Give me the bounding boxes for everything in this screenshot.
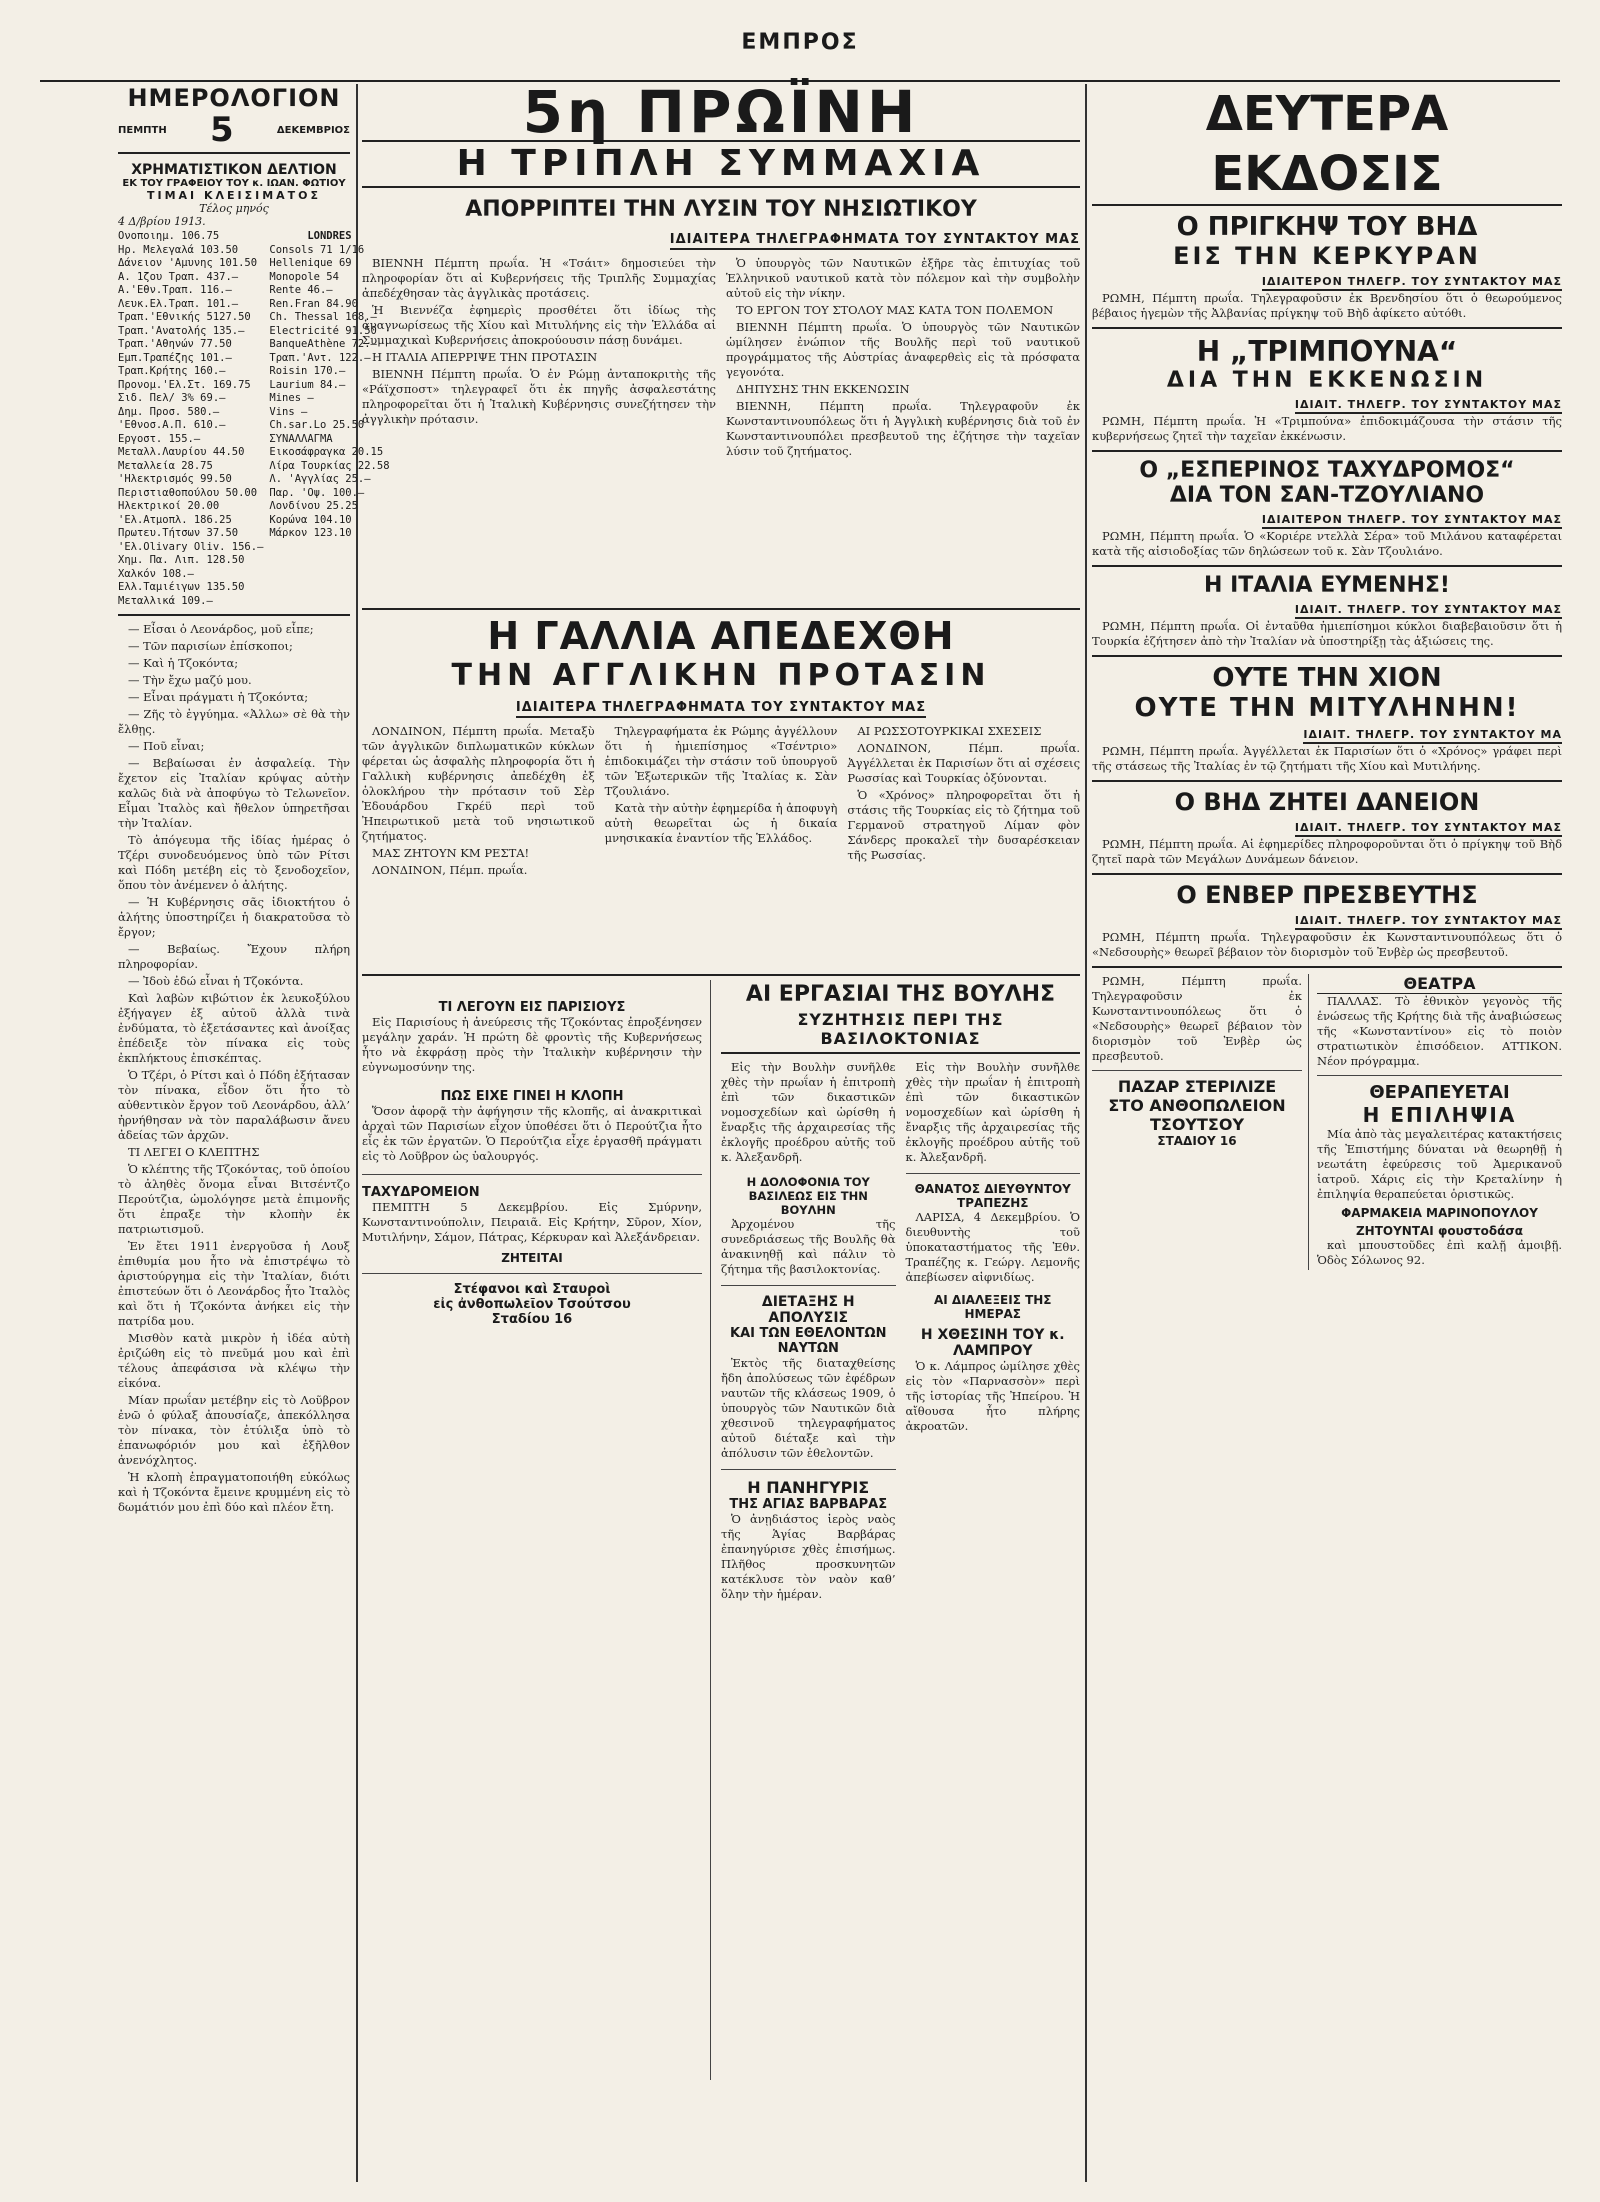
exchange-row: Roisin 170.—: [269, 365, 346, 377]
r-tel7: ΙΔΙΑΙΤ. ΤΗΛΕΓΡ. ΤΟΥ ΣΥΝΤΑΚΤΟΥ ΜΑΣ: [1295, 914, 1562, 930]
cure-body: Μία ἀπὸ τὰς μεγαλειτέρας κατακτήσεις τῆς Ἐπιστήμης δύναται νὰ θεωρηθῇ ἡ νεωτάτη ἐφεύρεσις τοῦ Ἀμερικανοῦ ἰατροῦ. Χάρις εἰς τὴν Κρεταλίνην ἡ ἐπιληψία θεραπεύεται ὁριστικῶς.: [1317, 1127, 1562, 1201]
exchange-row: Electricité 91.50: [269, 324, 377, 337]
r-tel1: ΙΔΙΑΙΤΕΡΟΝ ΤΗΛΕΓΡ. ΤΟΥ ΣΥΝΤΑΚΤΟΥ ΜΑΣ: [1262, 275, 1562, 291]
theft-title: ΠΩΣ ΕΙΧΕ ΓΙΝΕΙ Η ΚΛΟΠΗ: [440, 1089, 624, 1104]
exchange-row: Ηρ. Μελεγαλά 103.50: [118, 243, 239, 256]
exchange-row: Monopole 54: [269, 270, 339, 283]
exchange-row: Σιδ. Πελ/ 3% 69.—: [118, 392, 226, 404]
theatre-column: [1317, 974, 1562, 1270]
r-h6: Ο ΒΗΔ ΖΗΤΕΙ ΔΑΝΕΙΟΝ: [1174, 788, 1480, 816]
gallia-telegrams-line: [362, 696, 1080, 718]
paragraph: Τὸ ἀπόγευμα τῆς ἰδίας ἡμέρας ὁ Τζέρι συνοδευόμενος ὑπὸ τῶν Ρίτσι καὶ Πόδη μετέβη εἰς τὸ ξενοδοχεῖον, ὅπου τὸν ἀνέμενεν ὁ ἀλήτης.: [118, 833, 350, 892]
divider: [1092, 966, 1562, 968]
paragraph: Η ΙΤΑΛΙΑ ΑΠΕΡΡΙΨΕ ΤΗΝ ΠΡΟΤΑΣΙΝ: [372, 350, 598, 364]
exchange-left: [118, 230, 263, 608]
r-h5: ΟΥΤΕ ΤΗΝ ΧΙΟΝ: [1212, 663, 1442, 693]
paragraph: — Εἶναι πράγματι ἡ Τζοκόντα;: [128, 690, 309, 704]
r-body7: ΡΩΜΗ, Πέμπτη πρωΐα. Τηλεγραφοῦσιν ἐκ Κωνσταντινουπόλεως ὅτι ὁ «Νεδσουρὴς» θεωρεῖ βέβαιον τὸν διορισμὸν τοῦ Ἐνβὲρ ὡς πρεσβευτοῦ.: [1092, 930, 1562, 959]
exchange-row: Laurium 84.—: [269, 378, 346, 391]
divider: [1092, 450, 1562, 452]
story-column-b: [726, 256, 1080, 604]
exchange-row: Ελλ.Ταμιέιγων 135.50: [118, 581, 245, 593]
paragraph: — Τῶν παρισίων ἐπίσκοποι;: [128, 639, 293, 653]
exchange-row: ΣΥΝΑΛΛΑΓΜΑ: [269, 432, 333, 445]
gallia-column-c: [847, 724, 1080, 970]
paragraph: Τηλεγραφήματα ἐκ Ρώμης ἀγγέλλουν ὅτι ἡ ἡμιεπίσημος «Τσέντριο» ἐπιδοκιμάζει τὴν στάσιν τοῦ ὑπουργοῦ τῶν Ἐξωτερικῶν τῆς Ἰταλίας κ. Σὰν Τζουλιάνο.: [604, 724, 838, 798]
paragraph: ΤΟ ΕΡΓΟΝ ΤΟΥ ΣΤΟΛΟΥ ΜΑΣ ΚΑΤΑ ΤΟΝ ΠΟΛΕΜΟΝ: [736, 303, 1054, 317]
paragraph: ΒΙΕΝΝΗ Πέμπτη πρωΐα. Ὁ ὑπουργὸς τῶν Ναυτικῶν ὡμίλησεν ἐνώπιον τῆς Βουλῆς περὶ τοῦ ναυτικοῦ προγράμματος τῆς Αὐστρίας ἀναφερθεὶς εἰς τὰ πρόσφατα γεγονότα.: [726, 320, 1080, 379]
ad-line-2: εἰς ἀνθοπωλεῖον Τσούτσου: [433, 1297, 631, 1312]
parliament-body: Εἰς τὴν Βουλὴν συνῆλθε χθὲς τὴν πρωΐαν ἡ ἐπιτροπὴ ἐπὶ τῶν δικαστικῶν νομοσχεδίων καὶ ὡρίσθη ἡ ἔναρξις τῆς ἀρχαιρεσίας τῆς ἐκλογῆς προέδρου αὐτῆς τοῦ κ. Ἀλεξανδρῆ.: [721, 1060, 896, 1164]
theatre-body: ΠΑΛΛΑΣ. Τὸ ἐθνικὸν γεγονὸς τῆς ἑνώσεως τῆς Κρήτης διὰ τῆς ἀναβιώσεως τῆς «Κωνσταντίνου» εἰς τὸ ποιὸν στρατιωτικὸν ἐπισόδειον. ΑΤΤΙΚΟΝ. Νέον πρόγραμμα.: [1317, 994, 1562, 1068]
r-body4: ΡΩΜΗ, Πέμπτη πρωΐα. Οἱ ἐνταῦθα ἡμιεπίσημοι κύκλοι διαβεβαιοῦσιν ὅτι ἡ Τουρκία ἐζήτησεν ἀπὸ τὴν Ἰταλίαν νὰ ὑποστηρίξῃ τὰς ἀξιώσεις της.: [1092, 619, 1562, 648]
feast-body: Ὁ ἀνῃδιάστος ἱερὸς ναὸς τῆς Ἁγίας Βαρβάρας ἐπανηγύρισε χθὲς ἐπισήμως. Πλῆθος προσκυνητῶν κατέκλυσε τὸν ναὸν καθ’ ὅλην τὴν ἡμέραν.: [721, 1512, 896, 1601]
navy-title: ΔΙΕΤΑΞΗΣ Η ΑΠΟΛΥΣΙΣ: [761, 1294, 855, 1326]
exchange-closing: ΤΙΜΑΙ ΚΛΕΙΣΙΜΑΤΟΣ: [146, 189, 322, 202]
divider: [362, 974, 1080, 976]
paragraph: Κατὰ τὴν αὐτὴν ἐφημερίδα ἡ ἀποφυγὴ αὐτὴ θεωρεῖται ὡς ἡ δικαία μνησικακία ἐναντίον τῆς Ἑλλάδος.: [604, 801, 838, 845]
divider: [118, 152, 350, 154]
paragraph: — Βεβαίωσαι ἐν ἀσφαλείᾳ. Τὴν ἔχετον εἰς Ἰταλίαν κρύψας αὐτὴν καλῶς διὰ νὰ ἀποφύγω τὸ Τελωνεῖον. Εἶμαι Ἰταλὸς καὶ ἤθελον ὑπηρετῆσαι τὴν Ἰταλίαν.: [118, 756, 350, 830]
bazaar-3: ΤΣΟΥΤΣΟΥ: [1149, 1115, 1245, 1134]
exchange-row: Consols 71 1/16: [269, 243, 365, 256]
bazaar-column: [1092, 974, 1309, 1270]
exchange-row: 'Εθνοσ.Α.Π. 610.—: [118, 419, 226, 431]
paragraph: ΜΑΣ ΖΗΤΟΥΝ ΚΜ ΡΕΣΤΑ!: [372, 846, 530, 860]
feast-title: Η ΠΑΝΗΓΥΡΙΣ: [747, 1478, 870, 1497]
r-h3: Ο „ΕΣΠΕΡΙΝΟΣ ΤΑΧΥΔΡΟΜΟΣ“: [1139, 458, 1515, 483]
exchange-row: Μεταλλικά 109.—: [118, 594, 213, 607]
london-label: LONDRES: [307, 230, 352, 242]
exchange-row: Χημ. Πα. Λιπ. 128.50: [118, 554, 245, 566]
main-headline: Η ΤΡΙΠΛΗ ΣΥΜΜΑΧΙΑ: [362, 140, 1080, 188]
theft-body: [362, 1104, 702, 1164]
exchange-row: Ονοποιημ. 106.75: [118, 230, 220, 242]
right-column: [1092, 84, 1562, 2182]
kicker: 5η ΠΡΩΪΝΗ: [522, 78, 920, 146]
kicker-row: [362, 78, 1080, 146]
paris-text: Εἰς Παρισίους ἡ ἀνεύρεσις τῆς Τζοκόντας ἐπροξένησεν μεγάλην χαράν. Ἡ πρώτη δὲ φροντὶς τῆς Κυβερνήσεως ἦτο νὰ ἐκφράσῃ πρὸς τὴν Ἰταλικὴν κυβέρνησιν τὴν εὐγνωμοσύνην της.: [362, 1015, 702, 1074]
exchange-row: 'Ελ.Olivary Oliv. 156.—: [118, 540, 264, 553]
exchange-row: Ch.sar.Lo 25.50: [269, 419, 365, 431]
paragraph: Μίαν πρωΐαν μετέβην εἰς τὸ Λοῦβρον ἐνῶ ὁ φύλαξ ἀπουσίαζε, ἀπεκόλλησα τὸν πίνακα, τὸν ἐτύλιξα ὑπὸ τὸ ἐπανωφόριόν μου καὶ ἐξῆλθον ἀνενόχλητος.: [118, 1393, 350, 1467]
lecture-title: Η ΧΘΕΣΙΝΗ ΤΟΥ κ. ΛΑΜΠΡΟΥ: [920, 1327, 1065, 1359]
exchange-row: Vins —: [269, 405, 308, 418]
calendar-date: [118, 112, 350, 148]
gallia-column-b: [605, 724, 838, 970]
r-body3: ΡΩΜΗ, Πέμπτη πρωΐα. Ὁ «Κοριέρε ντελλὰ Σέρα» τοῦ Μιλάνου καταφέρεται κατὰ τῆς αἰσιοδοξίας τῶν δηλώσεων τοῦ κ. Σὰν Τζουλιάνο.: [1092, 529, 1562, 558]
gallia-subhead: ΤΗΝ ΑΓΓΛΙΚΗΝ ΠΡΟΤΑΣΙΝ: [451, 658, 991, 693]
calendar-month: ΔΕΚΕΜΒΡΙΟΣ: [276, 124, 350, 136]
exchange-row: Hellenique 69: [269, 257, 352, 269]
exchange-row: Περιστιαθοπούλου 50.00: [118, 486, 258, 499]
lower-center: [362, 980, 1080, 2080]
r-body7-cont: ΡΩΜΗ, Πέμπτη πρωΐα. Τηλεγραφοῦσιν ἐκ Κωνσταντινουπόλεως ὅτι ὁ «Νεδσουρὴς» θεωρεῖ βέβαιον τὸν διορισμὸν τοῦ Ἐνβὲρ ὡς πρεσβευτοῦ.: [1092, 974, 1302, 1063]
r-tel5: ΙΔΙΑΙΤ. ΤΗΛΕΓΡ. ΤΟΥ ΣΥΝΤΑΚΤΟΥ ΜΑ: [1303, 728, 1562, 744]
exchange-row: Τραπ.'Αθηνών 77.50: [118, 338, 232, 350]
r-h3b: ΔΙΑ ΤΟΝ ΣΑΝ-ΤΖΟΥΛΙΑΝΟ: [1169, 483, 1485, 508]
r-tel3: ΙΔΙΑΙΤΕΡΟΝ ΤΗΛΕΓΡ. ΤΟΥ ΣΥΝΤΑΚΤΟΥ ΜΑΣ: [1262, 513, 1562, 529]
paragraph: ΤΙ ΛΕΓΕΙ Ο ΚΛΕΠΤΗΣ: [128, 1145, 260, 1159]
exchange-row: Mines —: [269, 392, 314, 404]
paragraph: ΒΙΕΝΝΗ, Πέμπτη πρωΐα. Τηλεγραφοῦν ἐκ Κωνσταντινουπόλεως ὅτι ἡ Ἀγγλικὴ κυβέρνησις διὰ τοῦ ἐν Κωνσταντινουπόλει πρεσβευτοῦ της ἐζήτησε τὴν ταχεῖαν λύσιν τοῦ ζητήματος.: [726, 399, 1080, 458]
exchange-table: [118, 230, 390, 608]
telegrams-line: [362, 228, 1080, 250]
calendar-title: ΗΜΕΡΟΛΟΓΙΟΝ: [127, 84, 341, 112]
exchange-row: 'Ηλεκτρισμός 99.50: [118, 473, 232, 485]
lecture-body: Ὁ κ. Λάμπρος ὡμίλησε χθὲς εἰς τὸν «Παρνασσὸν» περὶ τῆς ἱστορίας τῆς Ἠπείρου. Ἡ αἴθουσα ἦτο πλήρης ἀκροατῶν.: [905, 1359, 1080, 1433]
r-tel4: ΙΔΙΑΙΤ. ΤΗΛΕΓΡ. ΤΟΥ ΣΥΝΤΑΚΤΟΥ ΜΑΣ: [1295, 603, 1562, 619]
exchange-row: Λ. 'Αγγλίας 25.—: [269, 473, 371, 485]
r-tel2: ΙΔΙΑΙΤ. ΤΗΛΕΓΡ. ΤΟΥ ΣΥΝΤΑΚΤΟΥ ΜΑΣ: [1295, 398, 1562, 414]
r-body2: ΡΩΜΗ, Πέμπτη πρωΐα. Ἡ «Τριμπούνα» ἐπιδοκιμάζουσα τὴν στάσιν τῆς κυβερνήσεως ζητεῖ τὴν ταχεῖαν ἐκκένωσιν.: [1092, 414, 1562, 443]
exchange-row: Μάρκον 123.10: [269, 527, 352, 539]
ad-line-3: Σταδίου 16: [491, 1312, 573, 1327]
paragraph: ΛΟΝΔΙΝΟΝ, Πέμπτη πρωΐα. Μεταξὺ τῶν ἀγγλικῶν διπλωματικῶν κύκλων φέρεται ὡς ἀσφαλὴς πληροφορία ὅτι ἡ Γαλλικὴ κυβέρνησις ἀπεδέχθη ἐξ ὁλοκλήρου τὴν πρότασιν τοῦ Σὲρ Ἐδουάρδου Γκρέϋ περὶ τοῦ Ἠπειρωτικοῦ μετὰ τοῦ νησιωτικοῦ ζητήματος.: [362, 724, 595, 843]
r-h1: Ο ΠΡΙΓΚΗΨ ΤΟΥ ΒΗΔ: [1176, 212, 1478, 242]
exchange-date: 4 Δ/βρίου 1913.: [118, 215, 206, 228]
r-h4: Η ΙΤΑΛΙΑ ΕΥΜΕΝΗΣ!: [1204, 573, 1450, 598]
gallia-column-a: [362, 724, 595, 970]
paragraph: ΛΟΝΔΙΝΟΝ, Πέμπ. πρωΐα. Ἀγγέλλεται ἐκ Παρισίων ὅτι αἱ σχέσεις Ρωσσίας καὶ Τουρκίας ὀξύνονται.: [847, 741, 1081, 785]
exchange-row: Ηλεκτρικοί 20.00: [118, 500, 220, 512]
parliament-col-a: [721, 1060, 896, 1604]
paragraph: Μισθὸν κατὰ μικρὸν ἡ ἰδέα αὐτὴ ἐριζώθη εἰς τὸ πνεῦμά μου καὶ ἐπὶ τέλους ἀπεφάσισα νὰ κλέψω τὴν εἰκόνα.: [118, 1331, 350, 1390]
gallia-body: [362, 724, 1080, 970]
exchange-row: Παρ. 'Οψ. 100.—: [269, 486, 365, 499]
right-lower: [1092, 974, 1562, 1270]
exchange-row: Rente 46.—: [269, 284, 333, 296]
parliament-body-cont: Εἰς τὴν Βουλὴν συνῆλθε χθὲς τὴν πρωΐαν ἡ ἐπιτροπὴ ἐπὶ τῶν δικαστικῶν νομοσχεδίων καὶ ὡρίσθη ἡ ἔναρξις τῆς ἀρχαιρεσίας τῆς ἐκλογῆς προέδρου αὐτῆς τοῦ κ. Ἀλεξανδρῆ.: [905, 1060, 1080, 1164]
r-h5b: ΟΥΤΕ ΤΗΝ ΜΙΤΥΛΗΝΗΝ!: [1134, 693, 1520, 723]
second-edition: ΔΕΥΤΕΡΑ ΕΚΔΟΣΙΣ: [1092, 84, 1562, 206]
cure-sub: Η ΕΠΙΛΗΨΙΑ: [1362, 1103, 1517, 1127]
feast-sub: ΤΗΣ ΑΓΙΑΣ ΒΑΡΒΑΡΑΣ: [729, 1497, 888, 1512]
dialogue-article: [118, 622, 350, 1515]
death-body: ΛΑΡΙΣΑ, 4 Δεκεμβρίου. Ὁ διευθυντὴς τοῦ ὑποκαταστήματος τῆς Ἐθν. Τραπέζης κ. Γεώργ. Λεμονῆς ἀπεβίωσεν αἰφνιδίως.: [905, 1210, 1080, 1284]
center-columns: [362, 78, 1081, 2182]
exchange-row: Λευκ.Ελ.Τραπ. 101.—: [118, 297, 239, 310]
paragraph: ΒΙΕΝΝΗ Πέμπτη πρωΐα. Ὁ ἐν Ρώμῃ ἀνταποκριτὴς τῆς «Ράϊχσποστ» τηλεγραφεῖ ὅτι ἐκ πηγῆς ἀσφαλεστάτης πληροφορεῖται ὅτι ἡ Ἰταλικὴ Κυβέρνησις συνεζήτησεν τὴν ἀγγλικὴν πρότασιν.: [362, 367, 716, 426]
divider: [1092, 565, 1562, 567]
pharmacy: ΦΑΡΜΑΚΕΙΑ ΜΑΡΙΝΟΠΟΥΛΟΥ: [1341, 1206, 1538, 1220]
parliament-title: ΑΙ ΕΡΓΑΣΙΑΙ ΤΗΣ ΒΟΥΛΗΣ: [745, 982, 1056, 1007]
parliament-col-b: [906, 1060, 1081, 1604]
exchange-row: Ren.Fran 84.90: [269, 297, 358, 310]
paragraph: — Ἡ Κυβέρνησις σᾶς ἰδιοκτήτου ὁ ἀλήτης ὑποστηρίζει ἡ διακρατοῦσα τὸ ἔργον;: [118, 895, 350, 939]
parliament-cols: [721, 1060, 1080, 1604]
exchange-row: Μεταλλ.Λαυρίου 44.50: [118, 446, 245, 458]
mail-body: [362, 1200, 702, 1245]
paragraph: Ὁ κλέπτης τῆς Τζοκόντας, τοῦ ὁποίου τὸ ἀληθὲς ὄνομα εἶναι Βιτσέντζο Περούτζια, ὡμολόγησε μετὰ ἐπιμονῆς ὅτι ἐπραξε τὴν κλοπὴν ἐκ πατριωτισμοῦ.: [118, 1162, 350, 1236]
exchange-row: Α. 1ζου Τραπ. 437.—: [118, 270, 239, 283]
calendar-day: 5: [209, 110, 234, 150]
lower-right: [721, 980, 1080, 2080]
column-rule: [1085, 84, 1087, 2182]
exchange-row: Προνομ.'Ελ.Στ. 169.75: [118, 378, 251, 391]
paragraph: Ὁ «Χρόνος» πληροφορεῖται ὅτι ἡ στάσις τῆς Τουρκίας εἰς τὸ ζήτημα τοῦ Γερμανοῦ στρατηγοῦ Λίμαν φὸν Σάνδερς προκαλεῖ τὴν δυσαρέσκειαν τῆς Ρωσσίας.: [847, 788, 1081, 862]
divider: [1092, 780, 1562, 782]
paragraph: — Τὴν ἔχω μαζύ μου.: [128, 673, 252, 687]
wanted-label: ΖΗΤΕΙΤΑΙ: [501, 1251, 563, 1265]
exchange-row: Εικοσάφραγκα 20.15: [269, 446, 384, 458]
paris-body: [362, 1015, 702, 1075]
r-body1: ΡΩΜΗ, Πέμπτη πρωΐα. Τηλεγραφοῦσιν ἐκ Βρενδησίου ὅτι ὁ θεωρούμενος βέβαιος ἡγεμὼν τῆς Ἀλβανίας πρίγκηψ τοῦ Βὴδ ἀφίκετο αὐτόθι.: [1092, 291, 1562, 320]
divider: [362, 1174, 702, 1175]
navy-sub: ΚΑΙ ΤΩΝ ΕΘΕΛΟΝΤΩΝ ΝΑΥΤΩΝ: [730, 1326, 887, 1356]
parliament-sub: ΣΥΖΗΤΗΣΙΣ ΠΕΡΙ ΤΗΣ ΒΑΣΙΛΟΚΤΟΝΙΑΣ: [721, 1010, 1080, 1054]
paragraph: — Εἶσαι ὁ Λεονάρδος, μοῦ εἶπε;: [128, 622, 314, 636]
mail-text: ΠΕΜΠΤΗ 5 Δεκεμβρίου. Εἰς Σμύρνην, Κωνσταντινούπολιν, Πειραιᾶ. Εἰς Κρήτην, Σῦρον, Χίον, Μυτιλήνην, Σάμον, Πάτρας, Κέρκυραν καὶ Ἀλεξάνδρειαν.: [362, 1200, 702, 1244]
divider: [1092, 655, 1562, 657]
gallia-telegrams: ΙΔΙΑΙΤΕΡΑ ΤΗΛΕΓΡΑΦΗΜΑΤΑ ΤΟΥ ΣΥΝΤΑΚΤΟΥ ΜΑΣ: [516, 700, 926, 718]
paragraph: ΔΗΠΥΣΗΣ ΤΗΝ ΕΚΚΕΝΩΣΙΝ: [736, 382, 910, 396]
divider: [362, 608, 1080, 610]
paragraph: — Ἰδοὺ ἐδώ εἶναι ἡ Τζοκόντα.: [128, 974, 304, 988]
lectures-title: ΑΙ ΔΙΑΛΕΞΕΙΣ ΤΗΣ ΗΜΕΡΑΣ: [934, 1293, 1052, 1321]
lower-left: [362, 980, 711, 2080]
paragraph: — Καὶ ἡ Τζοκόντα;: [128, 656, 239, 670]
paragraph: Καὶ λαβὼν κιβώτιον ἐκ λευκοξύλου ἐξήγαγεν ἐξ αὐτοῦ ἀλλὰ τινὰ ἐνδύματα, τὸ ἐξετάσαντες καὶ ἀνοίξας ἐπέδειξε τὸν πίνακα εἰς τοὺς ἐκπλήκτους ἐπισκέπτας.: [118, 991, 350, 1065]
calendar-weekday: ΠΕΜΠΤΗ: [118, 124, 167, 136]
r-h2: Η „ΤΡΙΜΠΟΥΝΑ“: [1196, 335, 1458, 368]
paragraph: — Βεβαίως. Ἔχουν πλήρη πληροφορίαν.: [118, 942, 350, 971]
paragraph: — Ποῦ εἶναι;: [128, 739, 205, 753]
newspaper-title: ΕΜΠΡΟΣ: [741, 30, 859, 55]
top-story-body: [362, 256, 1080, 604]
paragraph: Ἡ Βιεννέζα ἐφημερὶς προσθέτει ὅτι ἰδίως τὴς ἀναγνωρίσεως τῆς Χίου καὶ Μιτυλήνης εἰς τὴν Ἑλλάδα αἱ Συμμαχικαὶ Κυβερνήσεις ἀποκρούουσιν πάσῃ δυνάμει.: [362, 303, 716, 347]
cure-title: ΘΕΡΑΠΕΥΕΤΑΙ: [1369, 1082, 1510, 1103]
wanted2: ΖΗΤΟΥΝΤΑΙ φουστοδάσα: [1355, 1224, 1524, 1238]
exchange-row: Α.'Εθν.Τραπ. 116.—: [118, 284, 232, 296]
mail-title: ΤΑΧΥΔΡΟΜΕΙΟΝ: [362, 1185, 480, 1200]
r-body5: ΡΩΜΗ, Πέμπτη πρωΐα. Ἀγγέλλεται ἐκ Παρισίων ὅτι ὁ «Χρόνος» γράφει περὶ τῆς στάσεως τῆς Ἰταλίας ἐν τῷ ζητήματι τῆς Χίου καὶ Μυτιλήνης.: [1092, 744, 1562, 773]
exchange-row: Τραπ.'Εθνικής 5127.50: [118, 311, 251, 323]
telegrams-label: ΙΔΙΑΙΤΕΡΑ ΤΗΛΕΓΡΑΦΗΜΑΤΑ ΤΟΥ ΣΥΝΤΑΚΤΟΥ ΜΑΣ: [670, 232, 1080, 250]
paragraph: ΛΟΝΔΙΝΟΝ, Πέμπ. πρωΐα.: [372, 863, 528, 877]
divider: [721, 1285, 896, 1286]
exchange-row: Δημ. Προσ. 580.—: [118, 405, 220, 418]
exchange-row: Λονδίνου 25.25: [269, 500, 358, 512]
theatre-title: ΘΕΑΤΡΑ: [1317, 974, 1562, 994]
exchange-row: Τραπ.'Αντ. 122.—: [269, 351, 371, 364]
r-tel6: ΙΔΙΑΙΤ. ΤΗΛΕΓΡ. ΤΟΥ ΣΥΝΤΑΚΤΟΥ ΜΑΣ: [1295, 821, 1562, 837]
exchange-row: Λίρα Τουρκίας 22.58: [269, 459, 390, 472]
divider: [906, 1173, 1081, 1174]
wanted2-body: καὶ μπουστοῦδες ἐπὶ καλῇ ἀμοιβῇ. Ὁδὸς Σόλωνος 92.: [1317, 1238, 1562, 1267]
death-title: ΘΑΝΑΤΟΣ ΔΙΕΥΘΥΝΤΟΥ ΤΡΑΠΕΖΗΣ: [914, 1182, 1071, 1210]
divider: [721, 1469, 896, 1470]
r-h7: Ο ΕΝΒΕΡ ΠΡΕΣΒΕΥΤΗΣ: [1176, 881, 1478, 909]
exchange-row: Κορώνα 104.10: [269, 513, 352, 526]
paris-title: ΤΙ ΛΕΓΟΥΝ ΕΙΣ ΠΑΡΙΣΙΟΥΣ: [438, 1000, 626, 1015]
paragraph: Ἡ κλοπὴ ἐπραγματοποιήθη εὐκόλως καὶ ἡ Τζοκόντα ἔμεινε κρυμμένη εἰς τὸ δωμάτιόν μου ἐπὶ δύο καὶ πλέον ἔτη.: [118, 1470, 350, 1514]
exchange-row: 'Ελ.Ατμοπλ. 186.25: [118, 513, 232, 526]
exchange-row: Μεταλλεία 28.75: [118, 459, 213, 472]
exchange-note: Τέλος μηνός: [199, 202, 269, 215]
exchange-row: Δάνειον 'Αμυνης 101.50: [118, 257, 258, 269]
exchange-row: Εργοστ. 155.—: [118, 432, 201, 445]
assassination-body: Ἀρχομένου τῆς συνεδριάσεως τῆς Βουλῆς θὰ ἀνακινηθῇ καὶ πάλιν τὸ ζήτημα τῆς βασιλοκτονίας.: [721, 1217, 896, 1276]
divider: [118, 614, 350, 616]
gallia-headline: Η ΓΑΛΛΙΑ ΑΠΕΔΕΧΘΗ: [487, 614, 955, 658]
divider: [1317, 1075, 1562, 1076]
divider: [1092, 327, 1562, 329]
story-column-a: [362, 256, 716, 604]
exchange-title: ΧΡΗΜΑΤΙΣΤΙΚΟΝ ΔΕΛΤΙΟΝ: [131, 162, 337, 178]
paragraph: — Ζῆς τὸ ἐγγύημα. «Ἀλλω» σὲ θὰ τὴν ἔλθῃς.: [118, 707, 350, 736]
r-h2b: ΔΙΑ ΤΗΝ ΕΚΚΕΝΩΣΙΝ: [1166, 368, 1488, 393]
divider: [1092, 1070, 1302, 1071]
bazaar-2: ΣΤΟ ΑΝΘΟΠΩΛΕΙΟΝ: [1108, 1096, 1286, 1115]
navy-body: Ἐκτὸς τῆς διαταχθείσης ἤδη ἀπολύσεως τῶν ἐφέδρων ναυτῶν τῆς κλάσεως 1909, ὁ ὑπουργὸς τῶν Ναυτικῶν διὰ χθεσινοῦ τηλεγραφήματος αὐτοῦ διέταξε καὶ τὴν ἀπόλυσιν τῶν ἐθελοντῶν.: [721, 1356, 896, 1460]
paragraph: Ὁ Τζέρι, ὁ Ρίτσι καὶ ὁ Πόδη ἐξήτασαν τὸν πίνακα, εἶδον ὅτι ἦτο τὸ αὐθεντικὸν ἔργον τοῦ Λεονάρδου, ἀλλ’ ἠρνήθησαν νὰ τὸν παραλάβωσιν ἄνευ ἀδείας τῶν ἀρχῶν.: [118, 1068, 350, 1142]
exchange-row: BanqueAthène 72.—: [269, 338, 377, 350]
r-h1b: ΕΙΣ ΤΗΝ ΚΕΡΚΥΡΑΝ: [1173, 242, 1481, 270]
masthead: [0, 0, 1600, 70]
exchange-source: ΕΚ ΤΟΥ ΓΡΑΦΕΙΟΥ ΤΟΥ κ. ΙΩΑΝ. ΦΩΤΙΟΥ: [122, 178, 346, 189]
exchange-row: Τραπ.Κρήτης 160.—: [118, 365, 226, 377]
exchange-row: Τραπ.'Ανατολής 135.—: [118, 324, 245, 337]
exchange-row: Εμπ.Τραπέζης 101.—: [118, 351, 232, 364]
theft-text: Ὅσον ἀφορᾷ τὴν ἀφήγησιν τῆς κλοπῆς, αἱ ἀνακριτικαὶ ἀρχαὶ τῶν Παρισίων εἶχον ὑποθέσει ὅτι ὁ Περούτζια ἦτο εἷς ἐκ τῶν ἐργατῶν. Ὁ Περούτζια εἶχε ἐργασθῆ πράγματι εἰς τὸ Λοῦβρον ὡς ὑαλουργός.: [362, 1104, 702, 1163]
divider: [362, 1273, 702, 1274]
exchange-row: Ch. Thessal 168.—: [269, 311, 377, 323]
divider: [1092, 873, 1562, 875]
paragraph: ΑΙ ΡΩΣΣΟΤΟΥΡΚΙΚΑΙ ΣΧΕΣΕΙΣ: [857, 724, 1042, 738]
r-body6: ΡΩΜΗ, Πέμπτη πρωΐα. Αἱ ἐφημερίδες πληροφοροῦνται ὅτι ὁ πρίγκηψ τοῦ Βὴδ ζητεῖ παρὰ τῶν Μεγάλων Δυνάμεων δάνειον.: [1092, 837, 1562, 866]
bazaar-4: ΣΤΑΔΙΟΥ 16: [1157, 1134, 1237, 1148]
assassination-title: Η ΔΟΛΟΦΟΝΙΑ ΤΟΥ ΒΑΣΙΛΕΩΣ ΕΙΣ ΤΗΝ ΒΟΥΛΗΝ: [746, 1175, 870, 1217]
bazaar-1: ΠΑΖΑΡ ΣΤΕΡΙΛΙΖΕ: [1117, 1077, 1277, 1096]
paragraph: ΒΙΕΝΝΗ Πέμπτη πρωΐα. Ἡ «Τσάιτ» δημοσιεύει τὴν πληροφορίαν ὅτι αἱ Κυβερνήσεις τῆς Τριπλῆς Συμμαχίας ἀπεδέχθησαν τὰς ἀγγλικὰς προτάσεις.: [362, 256, 716, 300]
ad-line-1: Στέφανοι καὶ Σταυροὶ: [453, 1282, 611, 1297]
exchange-row: Πρωτευ.Τήτσων 37.50: [118, 527, 239, 539]
main-subhead: ΑΠΟΡΡΙΠΤΕΙ ΤΗΝ ΛΥΣΙΝ ΤΟΥ ΝΗΣΙΩΤΙΚΟΥ: [465, 197, 977, 222]
paragraph: Ἐν ἔτει 1911 ἐνεργοῦσα ἡ Λουξ ἐπιθυμία μου ἦτο νὰ ἐπιστρέψω τὸ ἀριστούργημα εἰς τὴν Ἰταλίαν, διότι ἐπιστεύων ὅτι ὁ Λεονάρδος ἦτο Ἰταλὸς καὶ ὅτι ἡ Τζοκόντα ἀνήκει εἰς τὴν πατρίδα μου.: [118, 1239, 350, 1328]
left-column: [118, 84, 390, 2182]
paragraph: Ὁ ὑπουργὸς τῶν Ναυτικῶν ἐξῆρε τὰς ἐπιτυχίας τοῦ Ἑλληνικοῦ ναυτικοῦ κατὰ τὸν πόλεμον καὶ τὴν συμβολὴν αὐτοῦ εἰς τὴν νίκην.: [726, 256, 1080, 300]
exchange-row: Χαλκόν 108.—: [118, 567, 194, 580]
